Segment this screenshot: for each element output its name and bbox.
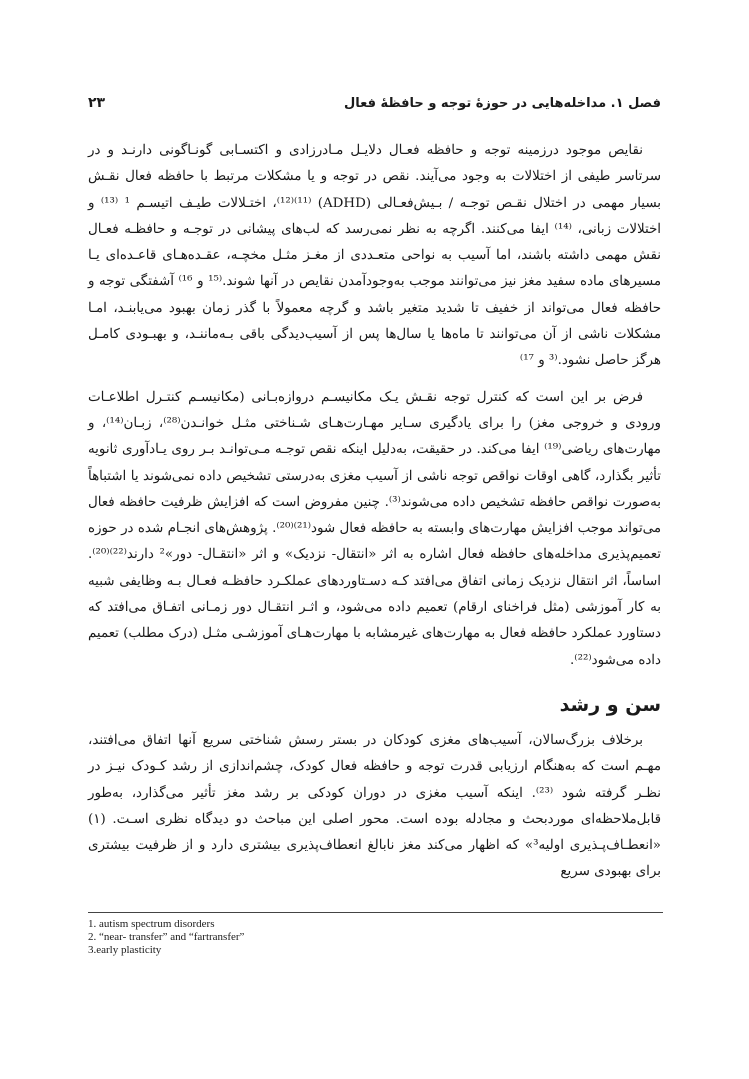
footnote-divider: [88, 912, 663, 913]
paragraph-deficits: نقایص موجود درزمینه توجه و حافظه فعـال دلایـل مـادرزادی و اکتسـابی گونـاگونی دارنـد و در سرتاسر طیفی از اختلالات به وجود می‌آیند. نقص در توجه و یا مشکلات مرتبط با حافظه فعال نقـش بسیار مهمی در اختلال نقـص توجـه / بـیش‌فعـالی (ADHD) ⁽¹¹⁾⁽¹²⁾، اختـلالات طیـف اتیسـم ¹ ⁽¹³⁾ و اختلالات زبانی، ⁽¹⁴⁾ ایفا می‌کنند. اگرچه به نظر نمی‌رسد که لب‌های پیشانی در توجـه و حافظـه فعـال نقش مهمی داشته باشند، اما آسیب به نواحی متعـددی از مغـز مثـل مخچـه، عقـده‌هـای قاعـده‌ای یـا مسیرهای ماده سفید مغز نیز می‌توانند موجب به‌وجودآمدن نقایص در آنها شوند.⁽¹⁵ و ¹⁶⁾ آشفتگی توجه و حافظه فعال می‌تواند از خفیف تا شدید متغیر باشد و گرچه معمولاً با گذر زمان بهبود می‌یابنـد، امـا مشکلات ناشی از آن می‌توانند تا ماه‌ها یا سال‌ها پس از آسیب‌دیدگی باقی بـه‌ماننـد، و بهبـودی کامـل هرگز حاصل نشود.⁽³ و ¹⁷⁾: [88, 143, 662, 369]
paragraph-age-development: برخلاف بزرگ‌سالان، آسیب‌های مغزی کودکان در بستر رسش شناختی سریع آنها اتفاق می‌افتند، مهـم است که به‌هنگام ارزیابی قدرت توجه و حافظه فعال کودک، چشم‌اندازی از رشد کـودک نیـز در نظـر گرفته شود ⁽²³⁾. اینکه آسیب مغزی در دوران کودکی بر رشد مغز تأثیر می‌گذارد، به‌طور قابل‌ملاحظه‌ای موردبحث و مجادله بوده است. محور اصلی این مباحث دو دیدگاه نظری اسـت. (۱) «انعطـاف‌پـذیری اولیه³» که اظهار می‌کند مغز نابالغ انعطاف‌پذیری بیشتری دارد و از ظرفیت بیشتری برای بهبودی سریع: [88, 732, 661, 880]
footnote-3: 3.early plasticity: [88, 944, 162, 956]
chapter-title: فصل ۱. مداخله‌هایی در حوزۀ توجه و حافظۀ فعال: [343, 95, 661, 111]
section-heading: سن و رشد: [559, 693, 661, 716]
running-header: [88, 92, 661, 114]
page-number: ۲۳: [88, 95, 106, 111]
footnote-1: 1. autism spectrum disorders: [88, 918, 215, 930]
page-body: [88, 138, 661, 886]
footnote-2: 2. “near- transfer” and “fartransfer”: [88, 931, 245, 943]
footnotes: [88, 918, 244, 957]
paragraph-attention-control: فرض بر این است که کنترل توجه نقـش یـک مکانیسـم دروازه‌بـانی (مکانیسـم کنتـرل اطلاعـات ورودی و خروجی مغز) را برای یادگیری سـایر مهـارت‌هـای شـناختی مثـل خوانـدن⁽²⁸⁾، زبـان⁽¹⁴⁾، و مهارت‌های ریاضی⁽¹⁹⁾ ایفا می‌کند. در حقیقت، به‌دلیل اینکه نقص توجـه مـی‌توانـد بـر روی یـادآوری ثانویه تأثیر بگذارد، گاهی اوقات نواقص توجه ناشی از آسیب مغزی به‌درستی تشخیص داده نمی‌شوند یا اشتباهاً به‌صورت نواقص حافظه تشخیص داده می‌شوند⁽³⁾. چنین مفروض است که افزایش ظرفیت حافظه فعال می‌تواند موجب افزایش مهارت‌های وابسته به حافظه فعال شود⁽²¹⁾⁽²⁰⁾. پژوهش‌های انجـام شده در حوزه تعمیم‌پذیری مداخله‌های حافظه فعال اشاره به اثر «انتقال- نزدیک» و اثر «انتقـال- دور»² دارند⁽²²⁾⁽²⁰⁾. اساساً، اثر انتقال نزدیک زمانی اتفاق می‌افتد کـه دسـتاوردهای عملکـرد حافظـه فعـال بـه وظایفی شبیه به کار آموزشی (مثل فراخنای ارقام) تعمیم داده می‌شود، و اثـر انتقـال دور زمـانی اتفـاق می‌افتد که دستاورد عملکرد حافظه فعال به مهارت‌های غیرمشابه با مهارت‌هـای آموزشـی مثـل (درک مطلب) تعمیم داده می‌شود⁽²²⁾.: [88, 389, 662, 668]
